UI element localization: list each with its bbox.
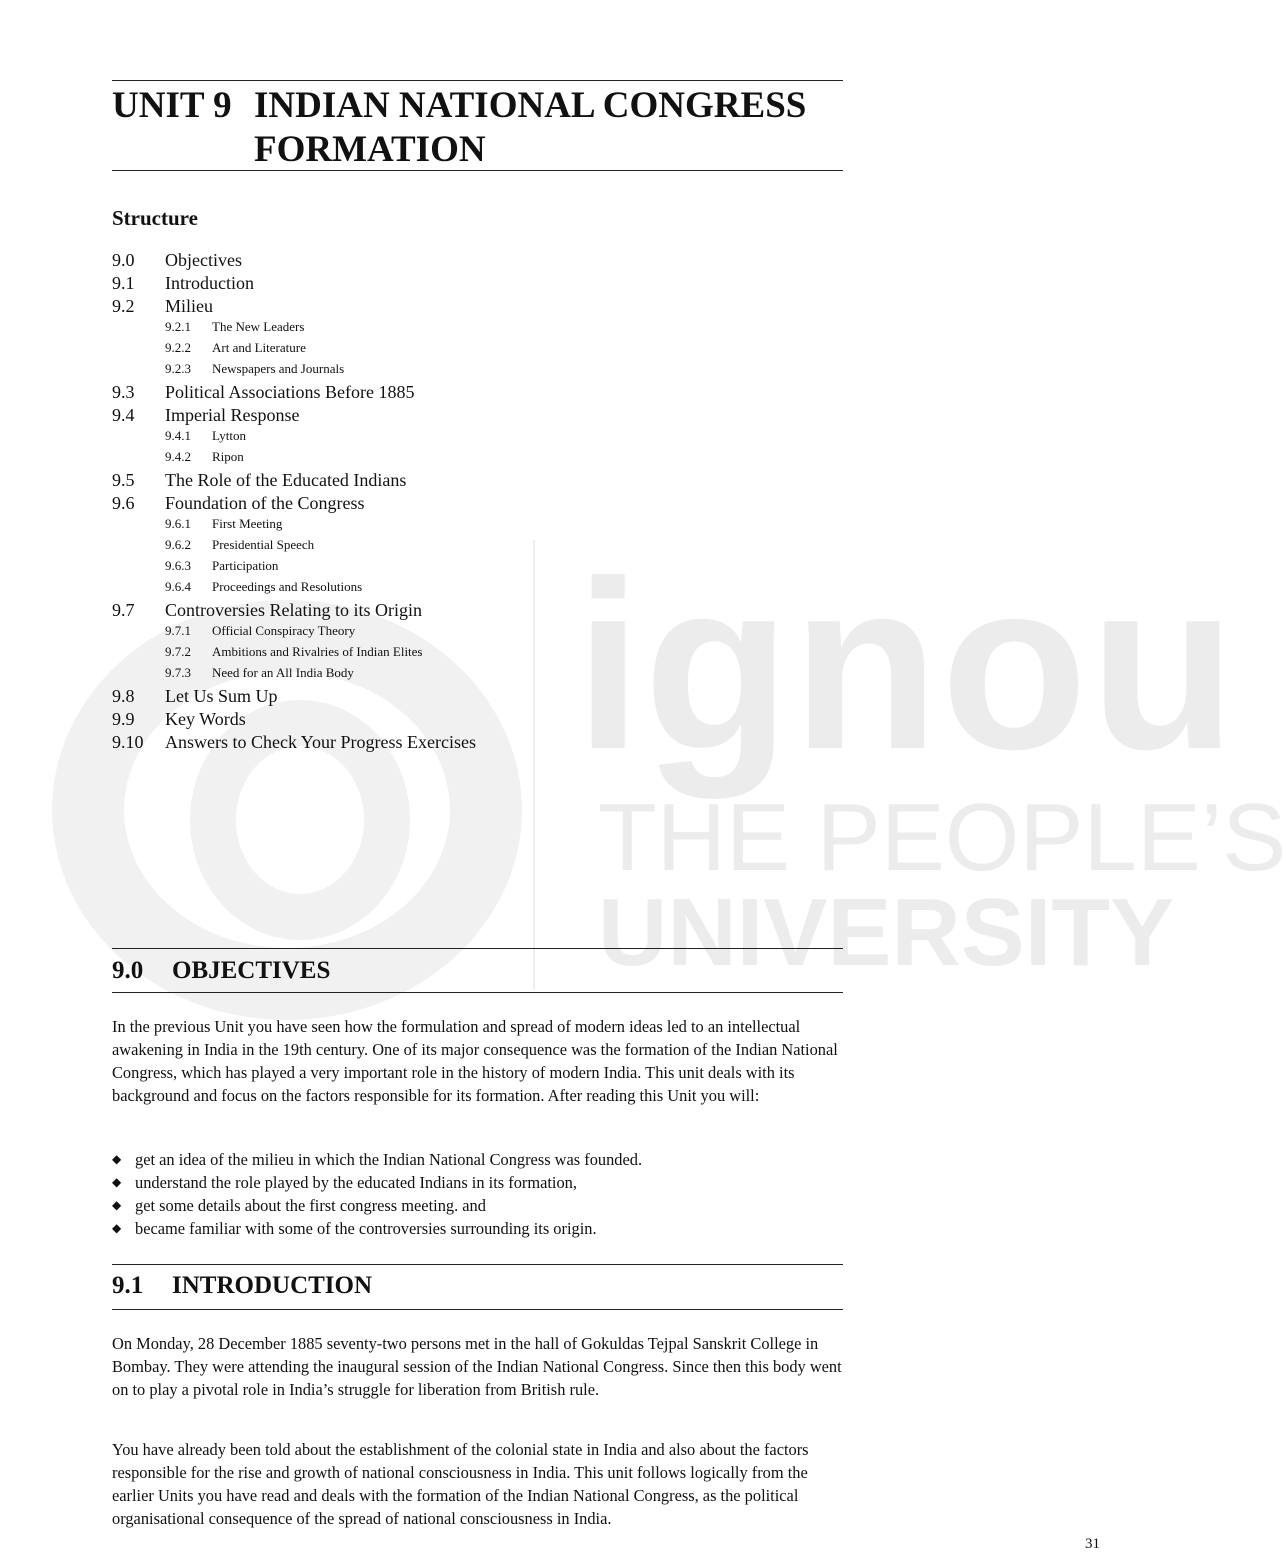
objectives-list bbox=[112, 1148, 847, 1240]
toc-item bbox=[112, 273, 812, 296]
toc-item-number: 9.6.1 bbox=[165, 516, 191, 531]
objectives-top-rule bbox=[112, 948, 843, 949]
toc-subitem bbox=[112, 623, 812, 644]
toc-item-label: Milieu bbox=[165, 296, 213, 316]
bullet-diamond-icon: ◆ bbox=[112, 1175, 122, 1189]
objective-bullet-text: get an idea of the milieu in which the Indian National Congress was founded. bbox=[135, 1150, 643, 1169]
page-number: 31 bbox=[1085, 1536, 1100, 1552]
introduction-title: INTRODUCTION bbox=[172, 1272, 373, 1299]
structure-heading: Structure bbox=[112, 206, 198, 230]
toc-item-number: 9.1 bbox=[112, 273, 135, 293]
objectives-heading bbox=[112, 957, 330, 985]
toc-item-label: Political Associations Before 1885 bbox=[165, 382, 415, 402]
toc-item-label: Need for an All India Body bbox=[212, 665, 354, 680]
toc-subitem bbox=[112, 665, 812, 686]
toc-item-number: 9.2 bbox=[112, 296, 135, 316]
watermark-the-peoples: THE PEOPLE’S bbox=[598, 784, 1286, 891]
unit-number: UNIT 9 bbox=[112, 85, 232, 126]
toc-item-number: 9.2.3 bbox=[165, 361, 191, 376]
toc-item-number: 9.7 bbox=[112, 600, 135, 620]
toc-item-number: 9.2.2 bbox=[165, 340, 191, 355]
introduction-paragraph-1: On Monday, 28 December 1885 seventy-two persons met in the hall of Gokuldas Tejpal Sanskrit College in Bombay. They were attending the inaugural session of the Indian National Congress. Since then this body went on to play a pivotal role in India’s struggle for liberation from British rule. bbox=[112, 1334, 842, 1399]
toc-subitem bbox=[112, 644, 812, 665]
toc-item bbox=[112, 686, 812, 709]
toc-item-label: Participation bbox=[212, 558, 279, 573]
toc-subitem bbox=[112, 361, 812, 382]
toc-item-label: Controversies Relating to its Origin bbox=[165, 600, 422, 620]
table-of-contents bbox=[112, 250, 812, 755]
toc-item bbox=[112, 250, 812, 273]
introduction-bottom-rule bbox=[112, 1309, 843, 1310]
unit-title-line1: INDIAN NATIONAL CONGRESS bbox=[254, 85, 807, 126]
bullet-diamond-icon: ◆ bbox=[112, 1152, 122, 1166]
objective-bullet-text: became familiar with some of the controversies surrounding its origin. bbox=[135, 1219, 597, 1238]
toc-item-label: Art and Literature bbox=[212, 340, 306, 355]
toc-item-number: 9.6.2 bbox=[165, 537, 191, 552]
introduction-paragraph-2: You have already been told about the establishment of the colonial state in India and also about the factors responsible for the rise and growth of national consciousness in India. This unit follows logically from the earlier Units you have read and deals with the formation of the Indian National Congress, as the political organisational consequence of the spread of national consciousness in India. bbox=[112, 1440, 809, 1528]
toc-subitem bbox=[112, 428, 812, 449]
toc-subitem bbox=[112, 340, 812, 361]
toc-item bbox=[112, 382, 812, 405]
title-top-rule bbox=[112, 80, 843, 81]
toc-item-label: Lytton bbox=[212, 428, 246, 443]
toc-item-label: The Role of the Educated Indians bbox=[165, 470, 407, 490]
toc-item-label: Proceedings and Resolutions bbox=[212, 579, 363, 594]
toc-item-label: Answers to Check Your Progress Exercises bbox=[165, 732, 476, 752]
objective-bullet bbox=[112, 1171, 847, 1194]
introduction-heading bbox=[112, 1272, 372, 1300]
objectives-bottom-rule bbox=[112, 992, 843, 993]
objective-bullet bbox=[112, 1194, 847, 1217]
unit-title bbox=[112, 84, 806, 172]
toc-item-number: 9.9 bbox=[112, 709, 135, 729]
toc-item-number: 9.6 bbox=[112, 493, 135, 513]
bullet-diamond-icon: ◆ bbox=[112, 1198, 122, 1212]
objective-bullet-text: get some details about the first congress meeting. and bbox=[135, 1196, 486, 1215]
toc-item-number: 9.10 bbox=[112, 732, 144, 752]
toc-item-number: 9.7.1 bbox=[165, 623, 191, 638]
toc-subitem bbox=[112, 537, 812, 558]
toc-item-number: 9.4.2 bbox=[165, 449, 191, 464]
introduction-top-rule bbox=[112, 1264, 843, 1265]
toc-subitem bbox=[112, 558, 812, 579]
watermark-university: UNIVERSITY bbox=[598, 879, 1175, 986]
toc-subitem bbox=[112, 449, 812, 470]
toc-item-label: Newspapers and Journals bbox=[212, 361, 345, 376]
toc-item-label: Presidential Speech bbox=[212, 537, 315, 552]
toc-subitem bbox=[112, 516, 812, 537]
bullet-diamond-icon: ◆ bbox=[112, 1221, 122, 1235]
toc-item-label: Objectives bbox=[165, 250, 242, 270]
toc-item bbox=[112, 709, 812, 732]
toc-subitem bbox=[112, 319, 812, 340]
objectives-title: OBJECTIVES bbox=[172, 957, 331, 984]
toc-item bbox=[112, 732, 812, 755]
unit-title-line2: FORMATION bbox=[254, 129, 486, 170]
watermark-ignou: ignou bbox=[575, 531, 1239, 799]
objective-bullet bbox=[112, 1148, 847, 1171]
introduction-number: 9.1 bbox=[112, 1272, 144, 1299]
objective-bullet bbox=[112, 1217, 847, 1240]
toc-item bbox=[112, 493, 812, 516]
toc-item-number: 9.5 bbox=[112, 470, 135, 490]
toc-item bbox=[112, 405, 812, 428]
toc-item-number: 9.4 bbox=[112, 405, 135, 425]
toc-item-label: Let Us Sum Up bbox=[165, 686, 278, 706]
toc-item-number: 9.3 bbox=[112, 382, 135, 402]
toc-item-label: First Meeting bbox=[212, 516, 283, 531]
toc-item-number: 9.6.3 bbox=[165, 558, 191, 573]
toc-item-label: Introduction bbox=[165, 273, 254, 293]
toc-item-label: Imperial Response bbox=[165, 405, 300, 425]
toc-item-number: 9.0 bbox=[112, 250, 135, 270]
toc-item-label: Ripon bbox=[212, 449, 244, 464]
objectives-number: 9.0 bbox=[112, 957, 144, 984]
title-bottom-rule bbox=[112, 170, 843, 171]
toc-item-number: 9.7.3 bbox=[165, 665, 191, 680]
toc-item-number: 9.6.4 bbox=[165, 579, 191, 594]
toc-item-number: 9.2.1 bbox=[165, 319, 191, 334]
toc-item bbox=[112, 600, 812, 623]
objectives-paragraph: In the previous Unit you have seen how the formulation and spread of modern ideas led to an intellectual awakening in India in the 19th century. One of its major consequence was the formation of the Indian National Congress, which has played a very important role in the history of modern India. This unit deals with its background and focus on the factors responsible for its formation. After reading this Unit you will: bbox=[112, 1017, 838, 1105]
toc-item-label: The New Leaders bbox=[212, 319, 305, 334]
toc-item bbox=[112, 296, 812, 319]
toc-item bbox=[112, 470, 812, 493]
toc-subitem bbox=[112, 579, 812, 600]
toc-item-number: 9.4.1 bbox=[165, 428, 191, 443]
toc-item-label: Foundation of the Congress bbox=[165, 493, 365, 513]
toc-item-label: Ambitions and Rivalries of Indian Elites bbox=[212, 644, 423, 659]
toc-item-label: Key Words bbox=[165, 709, 246, 729]
toc-item-number: 9.8 bbox=[112, 686, 135, 706]
toc-item-number: 9.7.2 bbox=[165, 644, 191, 659]
toc-item-label: Official Conspiracy Theory bbox=[212, 623, 356, 638]
objective-bullet-text: understand the role played by the educated Indians in its formation, bbox=[135, 1173, 577, 1192]
